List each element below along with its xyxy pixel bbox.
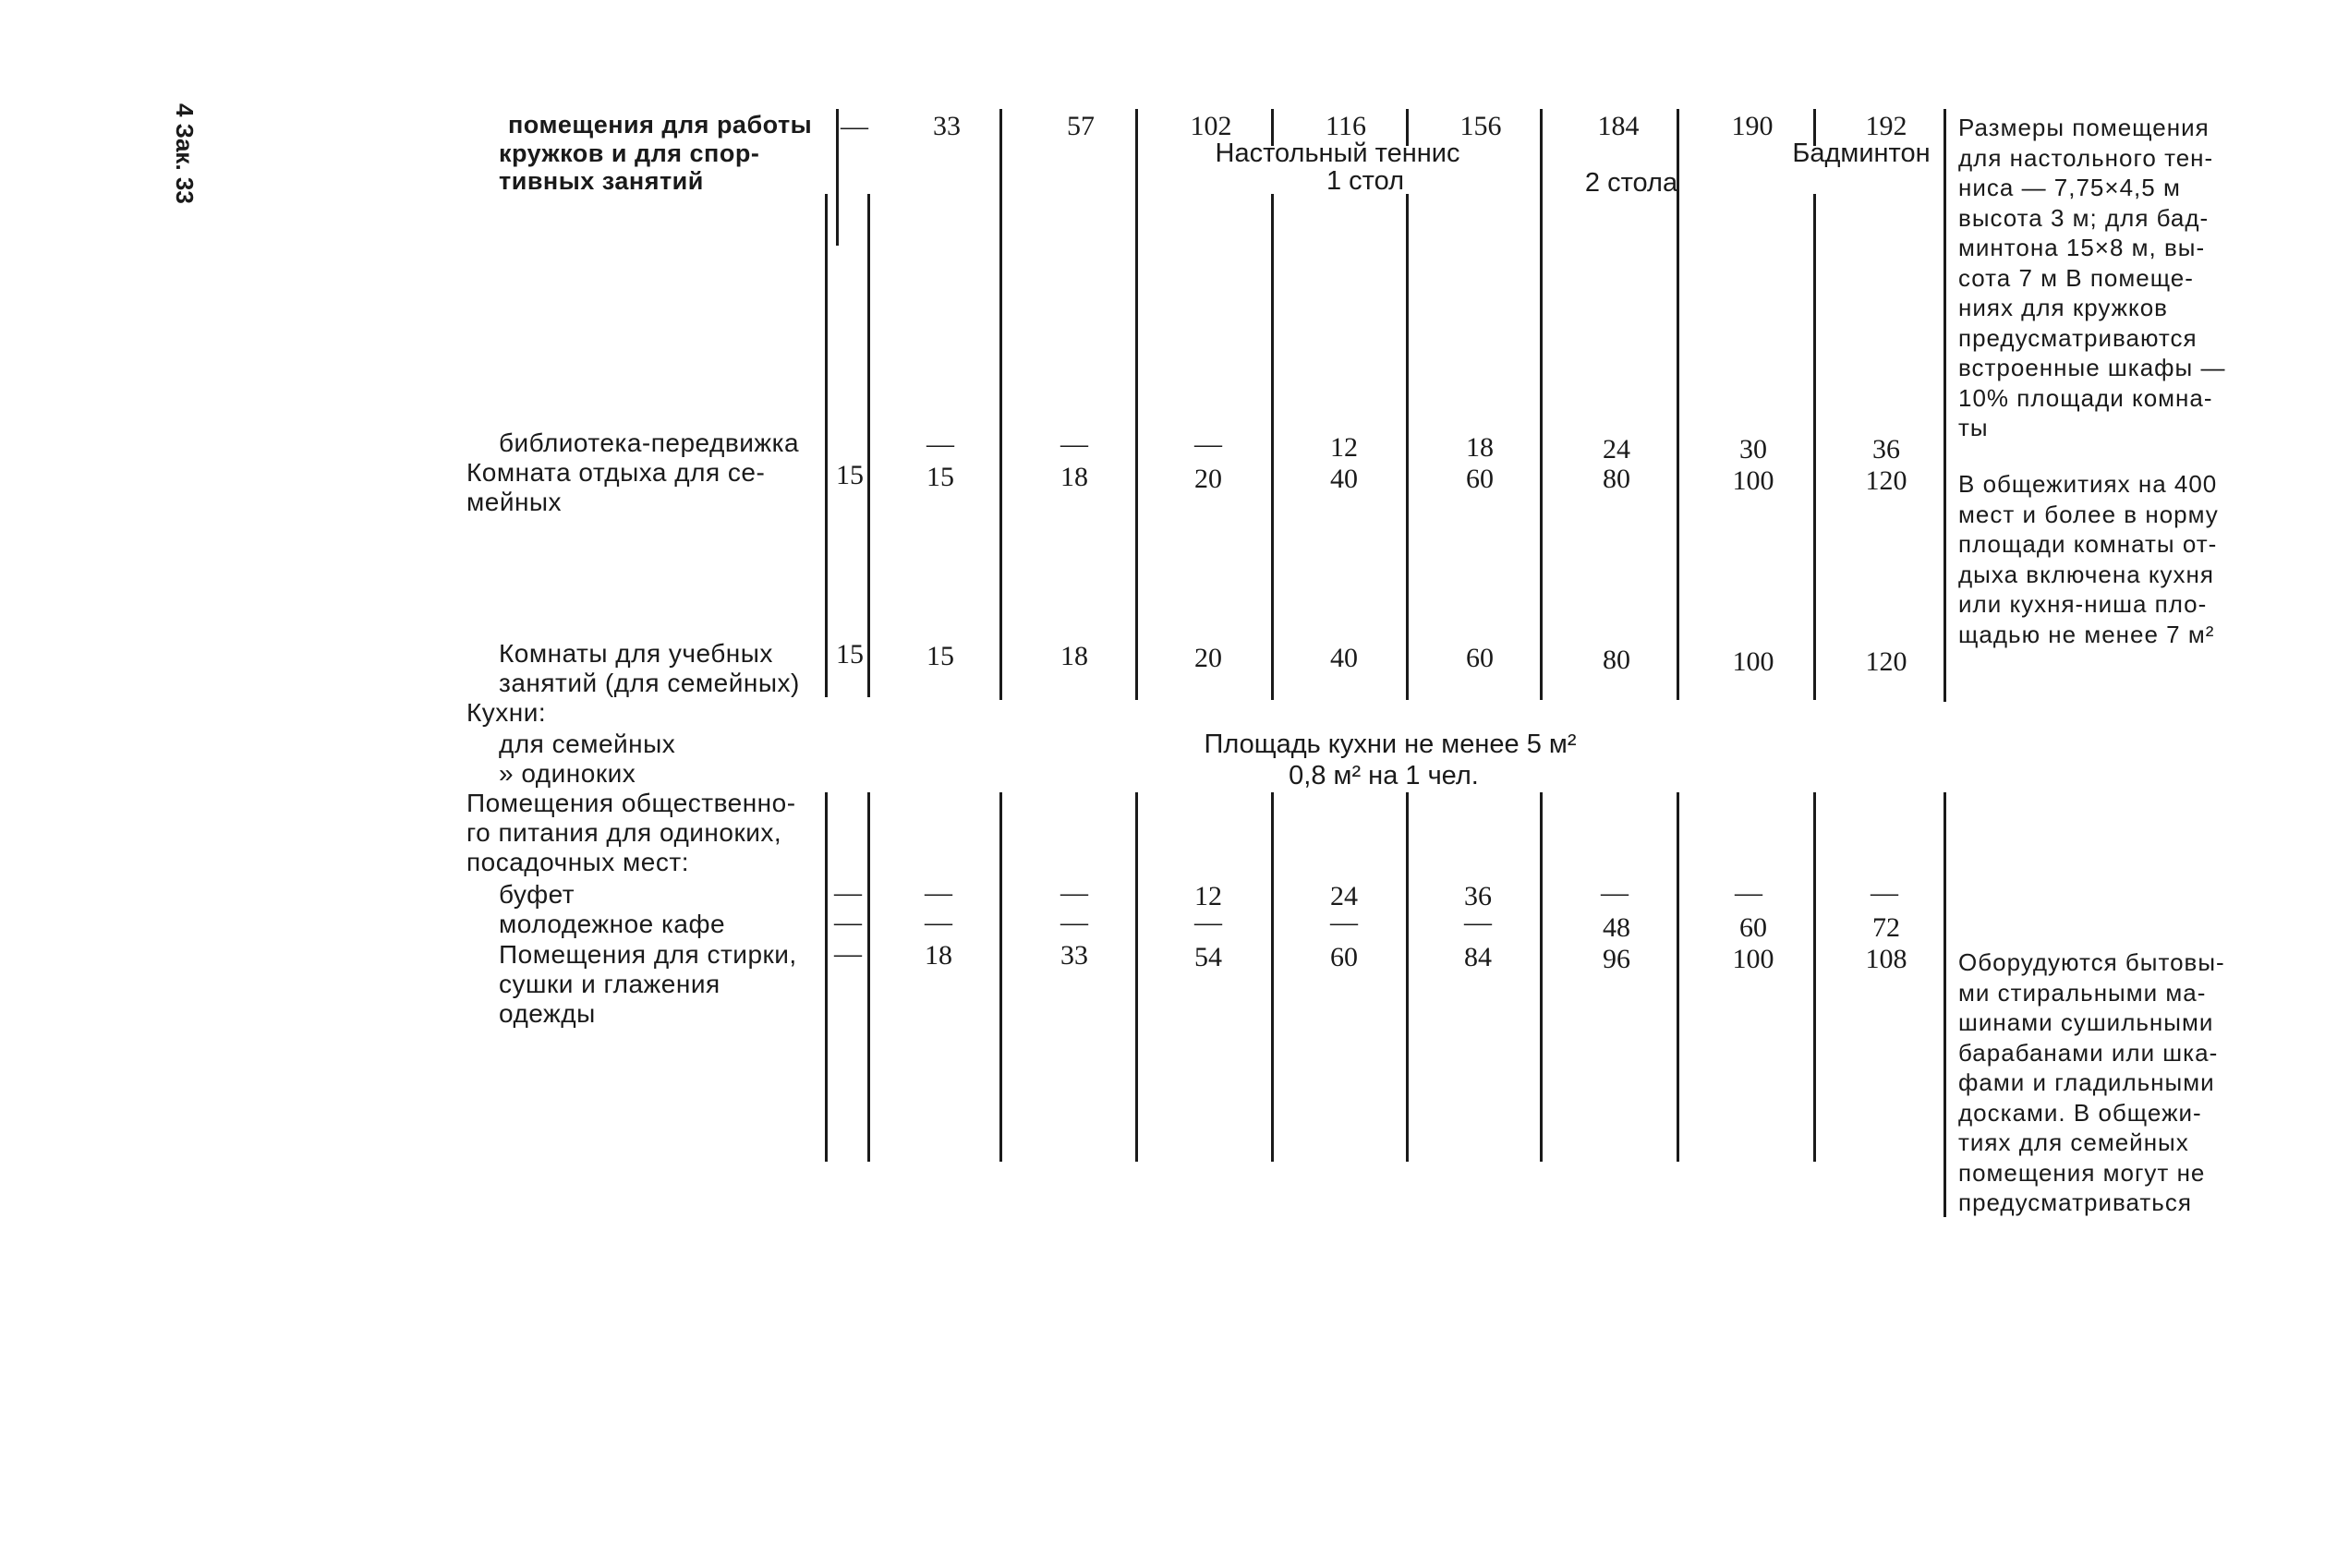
cell: — [1735, 877, 1762, 908]
note-line: площади комнаты от- [1958, 530, 2218, 558]
cell: — [1330, 907, 1358, 937]
cell: 57 [1067, 111, 1095, 141]
cell: 108 [1865, 944, 1907, 974]
note-line: предусматриваются [1958, 323, 2198, 352]
col-rule [999, 792, 1002, 1162]
col-rule [1406, 792, 1409, 1162]
note-line: 10% площади комна- [1958, 383, 2213, 412]
cell: 40 [1330, 464, 1358, 494]
cell: 116 [1326, 111, 1366, 141]
note-line: предусматриваться [1958, 1188, 2192, 1216]
row-label: помещения для работы [508, 111, 813, 139]
row-sublabel: для семейных [499, 730, 676, 758]
note-line: фами и гладильными [1958, 1068, 2215, 1096]
row-label: мейных [466, 488, 563, 516]
row-label: занятий (для семейных) [499, 669, 800, 697]
col-rule [867, 792, 870, 1162]
col-rule [867, 194, 870, 697]
note-line: щадью не менее 7 м² [1958, 620, 2215, 648]
cell: 156 [1459, 111, 1502, 141]
row-sublabel: буфет [499, 880, 575, 909]
note-line: или кухня-ниша пло- [1958, 590, 2208, 618]
cell: 190 [1731, 111, 1774, 141]
cell: — [925, 877, 952, 908]
col-rule [825, 194, 828, 697]
cell: 15 [836, 639, 864, 669]
cell: — [926, 428, 954, 459]
cell: 120 [1865, 646, 1907, 677]
cell: — [841, 111, 868, 141]
note-line: барабанами или шка- [1958, 1038, 2219, 1067]
cell: — [834, 907, 862, 937]
cell: 48 [1603, 912, 1630, 943]
subhead-table-tennis: Настольный теннис [1215, 139, 1460, 168]
row-label: Комната отдыха для се- [466, 458, 766, 487]
row-label: посадочных мест: [466, 848, 689, 876]
subhead-one-table: 1 стол [1326, 166, 1405, 196]
row-label: Комнаты для учебных [499, 639, 773, 668]
cell: 80 [1603, 645, 1630, 675]
cell: — [1464, 907, 1492, 937]
cell: 192 [1865, 111, 1907, 141]
cell: — [1060, 428, 1088, 459]
note-line: дыха включена кухня [1958, 560, 2214, 588]
cell: 24 [1330, 881, 1358, 911]
row-label: Кухни: [466, 698, 547, 727]
row-label: Помещения общественно- [466, 789, 796, 817]
cell: 30 [1739, 434, 1767, 464]
note-line: В общежитиях на 400 [1958, 470, 2218, 498]
cell: 18 [1466, 432, 1494, 463]
cell: 15 [836, 460, 864, 490]
cell: 120 [1865, 465, 1907, 496]
cell: — [1871, 877, 1898, 908]
note-line: сота 7 м В помеще- [1958, 263, 2194, 292]
note-clubs [1958, 113, 2225, 443]
col-rule [1135, 792, 1138, 1162]
cell: 60 [1466, 643, 1494, 673]
note-line: ми стиральными ма- [1958, 978, 2207, 1007]
note-family-rest [1958, 469, 2219, 649]
cell: 24 [1603, 434, 1630, 464]
note-line: ты [1958, 414, 1989, 441]
kitchen-span-text: Площадь кухни не менее 5 м² [1204, 730, 1577, 759]
row-sublabel: молодежное кафе [499, 910, 726, 938]
cell: 18 [1060, 462, 1088, 492]
cell: — [1194, 907, 1222, 937]
cell: 80 [1603, 464, 1630, 494]
cell: 15 [926, 462, 954, 492]
cell: 100 [1732, 944, 1774, 974]
cell: 102 [1190, 111, 1232, 141]
col-rule [825, 792, 828, 1162]
col-rule [1540, 792, 1543, 1162]
note-line: досками. В общежи- [1958, 1098, 2202, 1127]
row-label: кружков и для спор- [499, 139, 760, 167]
row-label: библиотека-передвижка [499, 428, 800, 457]
cell: 100 [1732, 465, 1774, 496]
col-rule [1271, 194, 1274, 700]
row-label: тивных занятий [499, 167, 704, 195]
col-rule [1406, 194, 1409, 700]
side-page-marker: 4 Зак. 33 [171, 103, 199, 204]
cell: 40 [1330, 643, 1358, 673]
row-label: Помещения для стирки, [499, 940, 797, 969]
row-label: одежды [499, 999, 596, 1028]
note-line: ниях для кружков [1958, 294, 2168, 321]
cell: 33 [933, 111, 961, 141]
note-line: Размеры помещения [1958, 114, 2210, 141]
row-sublabel: » одиноких [499, 759, 636, 788]
col-rule [1813, 792, 1816, 1162]
col-rule [1677, 792, 1679, 1162]
row-label: го питания для одиноких, [466, 818, 782, 847]
cell: 60 [1330, 942, 1358, 972]
cell: 184 [1597, 111, 1640, 141]
cell: 54 [1194, 942, 1222, 972]
subhead-two-tables: 2 стола [1584, 168, 1678, 198]
cell: 33 [1060, 940, 1088, 971]
kitchen-span-text: 0,8 м² на 1 чел. [1289, 761, 1479, 790]
cell: 60 [1466, 464, 1494, 494]
cell: 96 [1603, 944, 1630, 974]
cell: 15 [926, 641, 954, 671]
note-laundry [1958, 947, 2225, 1218]
col-rule [1135, 109, 1138, 700]
note-line: мест и более в норму [1958, 500, 2219, 528]
note-line: шинами сушильными [1958, 1008, 2214, 1036]
col-rule [1540, 109, 1543, 700]
cell: 72 [1872, 912, 1900, 943]
cell: 18 [925, 940, 952, 971]
cell: 100 [1732, 646, 1774, 677]
cell: 12 [1330, 432, 1358, 463]
note-line: высота 3 м; для бад- [1958, 203, 2210, 232]
cell: — [1060, 907, 1088, 937]
cell: 36 [1464, 881, 1492, 911]
cell: 60 [1739, 912, 1767, 943]
cell: — [834, 877, 862, 908]
note-line: помещения могут не [1958, 1158, 2206, 1187]
cell: — [1601, 877, 1629, 908]
subhead-badminton: Бадминтон [1792, 139, 1931, 168]
cell: — [925, 907, 952, 937]
col-rule [1271, 792, 1274, 1162]
note-line: тиях для семейных [1958, 1128, 2189, 1156]
cell: 20 [1194, 464, 1222, 494]
row-label: сушки и глажения [499, 970, 720, 998]
note-line: минтона 15×8 м, вы- [1958, 234, 2206, 261]
note-line: для настольного тен- [1958, 143, 2214, 172]
cell: 18 [1060, 641, 1088, 671]
col-rule [1943, 792, 1946, 1217]
col-rule [1943, 109, 1946, 702]
cell: — [1060, 877, 1088, 908]
cell: 20 [1194, 643, 1222, 673]
note-line: встроенные шкафы — [1958, 354, 2226, 381]
col-rule [999, 109, 1002, 700]
cell: 36 [1872, 434, 1900, 464]
note-line: Оборудуются бытовы- [1958, 948, 2225, 976]
note-line: ниса — 7,75×4,5 м [1958, 174, 2181, 201]
cell: 84 [1464, 942, 1492, 972]
cell: — [1194, 428, 1222, 459]
col-rule [836, 109, 839, 246]
col-rule [1677, 109, 1679, 700]
cell: 12 [1194, 881, 1222, 911]
col-rule [1813, 194, 1816, 700]
cell: — [834, 938, 862, 969]
